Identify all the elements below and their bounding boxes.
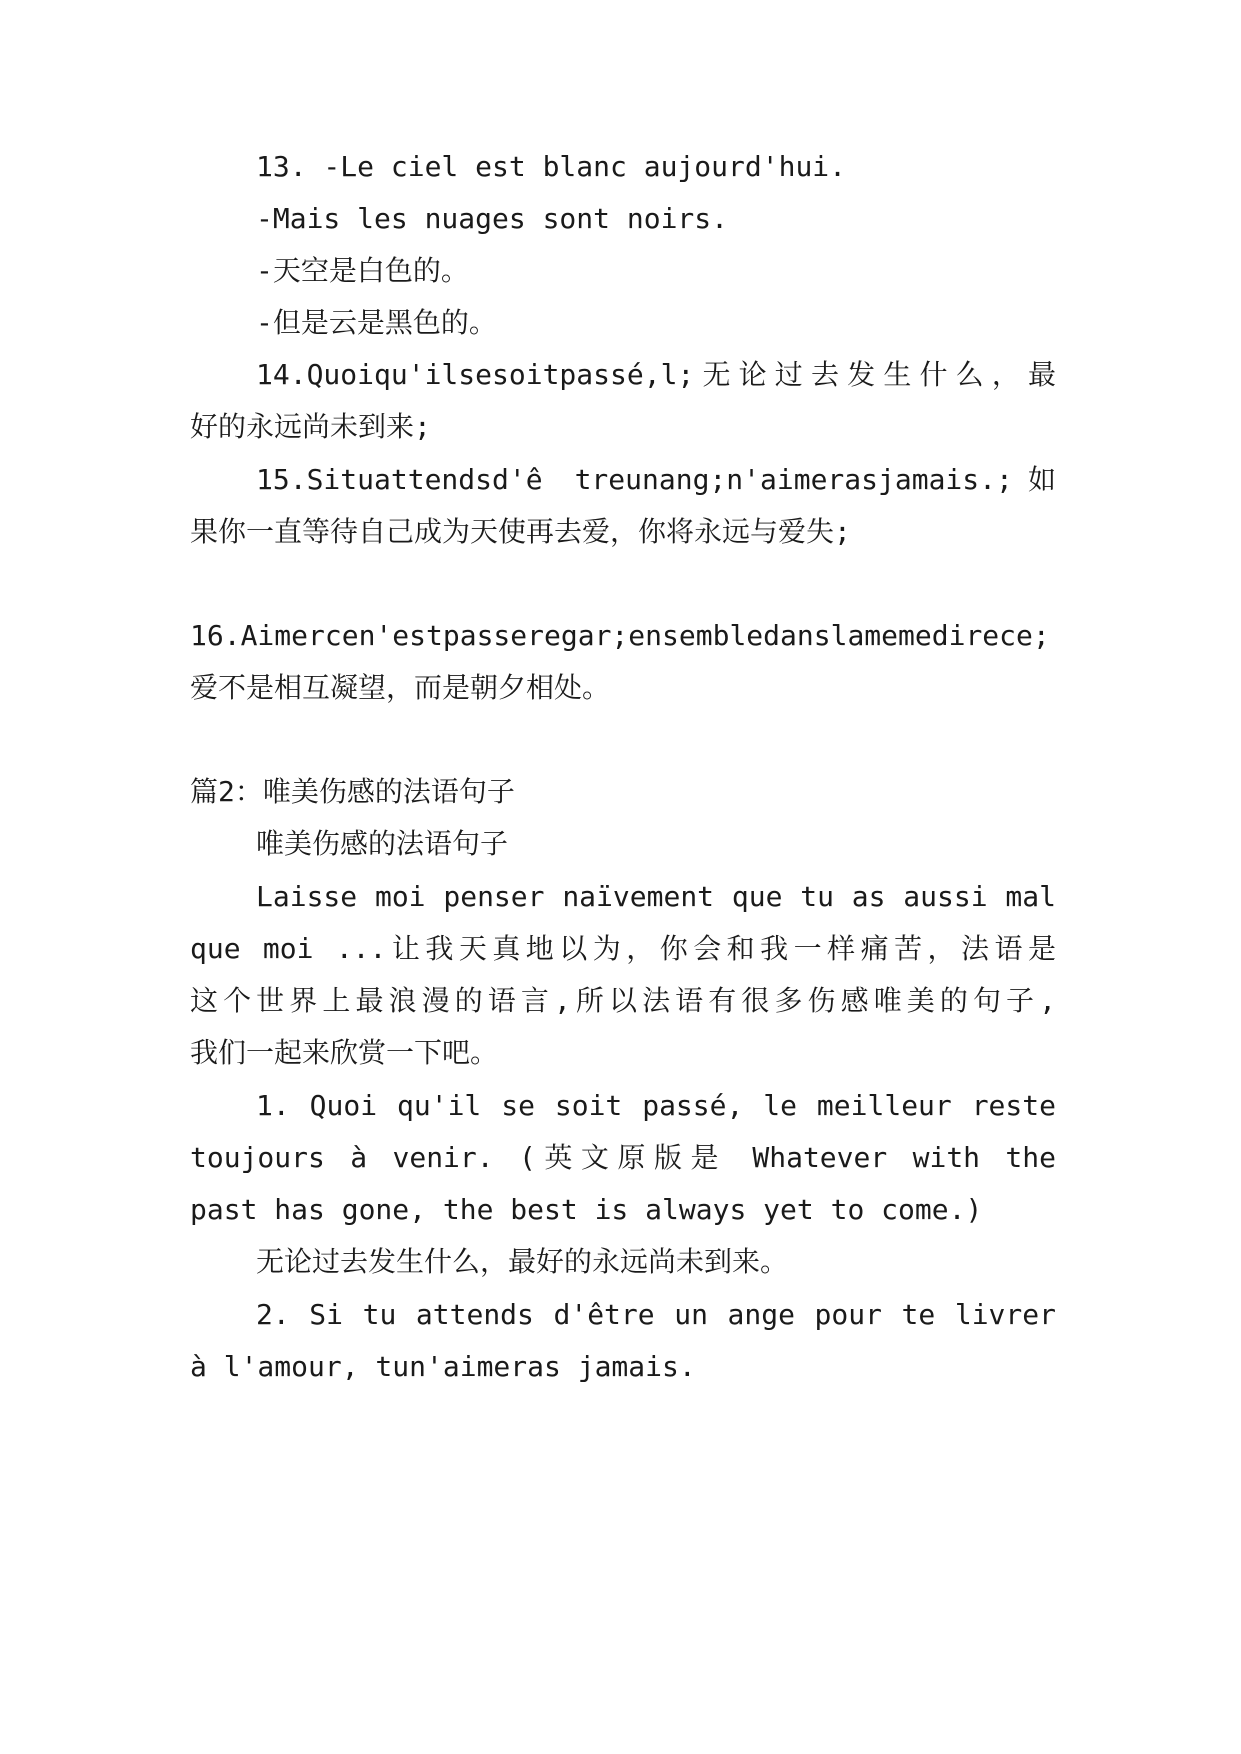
text-line: 这个世界上最浪漫的语言,所以法语有很多伤感唯美的句子,	[190, 984, 1056, 1017]
text-line: -Mais les nuages sont noirs.	[256, 202, 729, 235]
text-line: 16.Aimercen'estpasseregar;ensembledanslamemedirece;	[190, 619, 1050, 652]
text-line: 果你一直等待自己成为天使再去爱，你将永远与爱失;	[190, 515, 851, 548]
text-line: 14.Quoiqu'ilsesoitpassé,l;无论过去发生什么，最	[256, 358, 1056, 391]
text-line: 好的永远尚未到来;	[190, 410, 431, 443]
text-line: 15.Situattendsd'ê treunang;n'aimerasjamais.;如	[256, 463, 1056, 496]
text-line: 爱不是相互凝望，而是朝夕相处。	[190, 671, 611, 704]
text-line: 1. Quoi qu'il se soit passé, le meilleur reste	[256, 1089, 1056, 1122]
text-line: -但是云是黑色的。	[256, 306, 497, 339]
text-line: que moi ...让我天真地以为，你会和我一样痛苦，法语是	[190, 932, 1056, 965]
section-subtitle: 唯美伤感的法语句子	[256, 827, 509, 860]
section-heading: 篇2：唯美伤感的法语句子	[190, 775, 515, 808]
text-line: toujours à venir. (英文原版是 Whatever with the	[190, 1141, 1056, 1174]
text-line: 无论过去发生什么，最好的永远尚未到来。	[256, 1245, 789, 1278]
text-line: 2. Si tu attends d'être un ange pour te livrer	[256, 1298, 1056, 1331]
text-line: 我们一起来欣赏一下吧。	[190, 1036, 499, 1069]
text-line: à l'amour, tun'aimeras jamais.	[190, 1350, 696, 1383]
text-line: past has gone, the best is always yet to come.)	[190, 1193, 983, 1226]
text-line: -天空是白色的。	[256, 254, 469, 287]
text-line: 13. -Le ciel est blanc aujourd'hui.	[256, 150, 847, 183]
text-line: Laisse moi penser naïvement que tu as aussi mal	[256, 880, 1056, 913]
